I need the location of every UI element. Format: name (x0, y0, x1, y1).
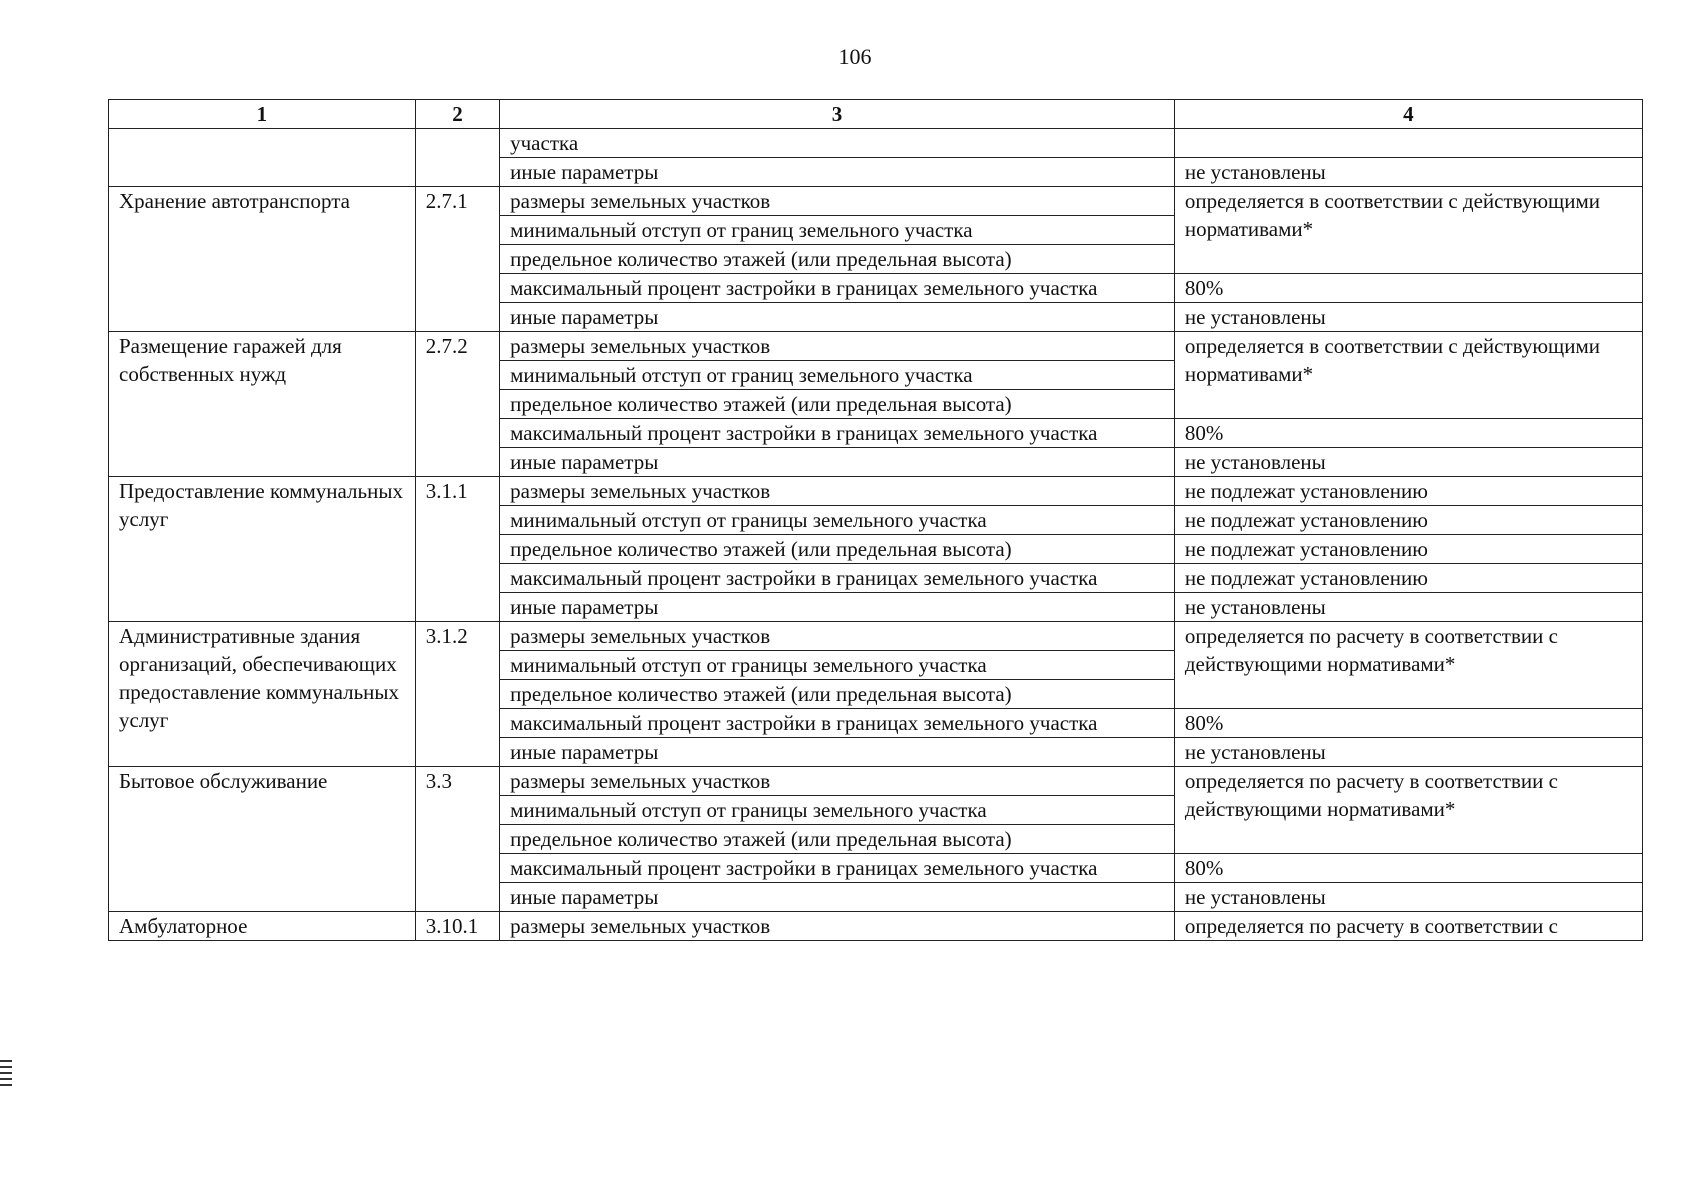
page-number: 106 (838, 44, 872, 69)
value-cell: 80% (1174, 274, 1642, 303)
use-name-cell: Бытовое обслуживание (109, 767, 416, 912)
parameter-cell: предельное количество этажей (или предельная высота) (500, 245, 1175, 274)
value-cell: 80% (1174, 709, 1642, 738)
parameter-cell: размеры земельных участков (500, 332, 1175, 361)
parameter-cell: предельное количество этажей (или предельная высота) (500, 535, 1175, 564)
parameter-cell: предельное количество этажей (или предельная высота) (500, 680, 1175, 709)
use-name-cell: Предоставление коммунальных услуг (109, 477, 416, 622)
value-cell: определяется в соответствии с действующими нормативами* (1174, 187, 1642, 274)
table-row (109, 767, 1643, 796)
use-name-cell: Хранение автотранспорта (109, 187, 416, 332)
value-cell (1174, 129, 1642, 158)
parameter-cell: максимальный процент застройки в границах земельного участка (500, 709, 1175, 738)
use-code-cell (415, 129, 499, 187)
value-cell: не установлены (1174, 158, 1642, 187)
table-row (109, 187, 1643, 216)
value-cell: не установлены (1174, 883, 1642, 912)
use-code-cell: 3.1.2 (415, 622, 499, 767)
use-name-cell (109, 129, 416, 187)
value-cell: не установлены (1174, 738, 1642, 767)
parameter-cell: максимальный процент застройки в границах земельного участка (500, 854, 1175, 883)
parameter-cell: минимальный отступ от границы земельного участка (500, 796, 1175, 825)
column-header-2: 2 (415, 100, 499, 129)
land-use-parameters-table (108, 99, 1643, 941)
parameter-cell: размеры земельных участков (500, 187, 1175, 216)
parameter-cell: размеры земельных участков (500, 477, 1175, 506)
parameter-cell: минимальный отступ от границ земельного участка (500, 216, 1175, 245)
parameter-cell: максимальный процент застройки в границах земельного участка (500, 419, 1175, 448)
column-header-1: 1 (109, 100, 416, 129)
use-name-cell: Размещение гаражей для собственных нужд (109, 332, 416, 477)
parameter-cell: иные параметры (500, 448, 1175, 477)
column-header-4: 4 (1174, 100, 1642, 129)
parameter-cell: минимальный отступ от границы земельного участка (500, 651, 1175, 680)
value-cell: не установлены (1174, 593, 1642, 622)
table-row (109, 129, 1643, 158)
parameter-cell: размеры земельных участков (500, 767, 1175, 796)
table-row (109, 622, 1643, 651)
use-name-cell: Административные здания организаций, обеспечивающих предоставление коммунальных услуг (109, 622, 416, 767)
use-name-cell: Амбулаторное (109, 912, 416, 941)
table-row (109, 912, 1643, 941)
parameter-cell: размеры земельных участков (500, 912, 1175, 941)
value-cell: определяется по расчету в соответствии с действующими нормативами* (1174, 767, 1642, 854)
parameter-cell: иные параметры (500, 593, 1175, 622)
parameter-cell: максимальный процент застройки в границах земельного участка (500, 274, 1175, 303)
parameter-cell: минимальный отступ от границ земельного участка (500, 361, 1175, 390)
parameter-cell: максимальный процент застройки в границах земельного участка (500, 564, 1175, 593)
table-header-row (109, 100, 1643, 129)
column-header-3: 3 (500, 100, 1175, 129)
parameter-cell: минимальный отступ от границы земельного участка (500, 506, 1175, 535)
parameter-cell: иные параметры (500, 883, 1175, 912)
value-cell: не подлежат установлению (1174, 535, 1642, 564)
value-cell: 80% (1174, 854, 1642, 883)
use-code-cell: 3.10.1 (415, 912, 499, 941)
value-cell: не подлежат установлению (1174, 506, 1642, 535)
parameter-cell: иные параметры (500, 158, 1175, 187)
value-cell: не подлежат установлению (1174, 477, 1642, 506)
use-code-cell: 3.1.1 (415, 477, 499, 622)
parameter-cell: иные параметры (500, 303, 1175, 332)
use-code-cell: 2.7.1 (415, 187, 499, 332)
value-cell: определяется по расчету в соответствии с действующими нормативами* (1174, 622, 1642, 709)
value-cell: определяется по расчету в соответствии с (1174, 912, 1642, 941)
table-row (109, 477, 1643, 506)
parameter-cell: размеры земельных участков (500, 622, 1175, 651)
parameter-cell: иные параметры (500, 738, 1175, 767)
value-cell: не установлены (1174, 448, 1642, 477)
use-code-cell: 3.3 (415, 767, 499, 912)
table-row (109, 332, 1643, 361)
parameter-cell: участка (500, 129, 1175, 158)
scan-edge-marks (0, 1060, 14, 1090)
value-cell: определяется в соответствии с действующими нормативами* (1174, 332, 1642, 419)
value-cell: 80% (1174, 419, 1642, 448)
parameter-cell: предельное количество этажей (или предельная высота) (500, 390, 1175, 419)
parameter-cell: предельное количество этажей (или предельная высота) (500, 825, 1175, 854)
value-cell: не подлежат установлению (1174, 564, 1642, 593)
value-cell: не установлены (1174, 303, 1642, 332)
use-code-cell: 2.7.2 (415, 332, 499, 477)
